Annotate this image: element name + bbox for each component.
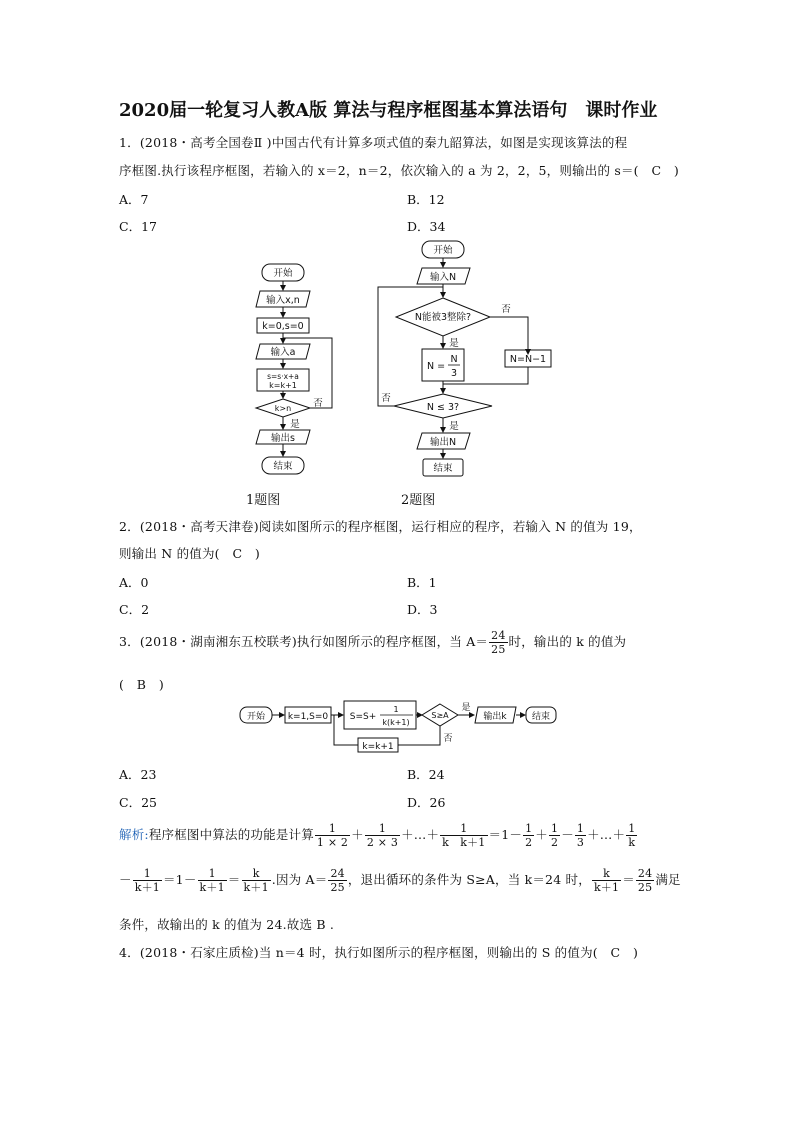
fc3-update-den: k(k+1) <box>382 718 410 727</box>
fc1-end-label: 结束 <box>273 461 293 472</box>
q1-line1: 1．(2018・高考全国卷Ⅱ )中国古代有计算多项式值的秦九韶算法，如图是实现该算法的程 <box>119 135 628 150</box>
fc1-input-a-label: 输入a <box>270 347 296 358</box>
q2-option-b: B．1 <box>407 575 437 590</box>
fc2-dec-label: N=N−1 <box>509 354 547 365</box>
solution-line3: 条件，故输出的 k 的值为 24.故选 B . <box>119 917 335 932</box>
fc2-no2-label: 否 <box>381 393 391 404</box>
fc3-no-label: 否 <box>443 734 453 744</box>
fc3-end-label: 结束 <box>531 712 551 722</box>
fc2-yes-label: 是 <box>449 338 459 349</box>
q3-prefix: 3．(2018・湖南湘东五校联考)执行如图所示的程序框图，当 A＝ <box>119 634 489 649</box>
flowchart-2 <box>372 236 552 484</box>
solution-line1: 解析:程序框图中算法的功能是计算 $\frac{1}{1 \times 2}$ ＋ $\frac{1}{2 \times 3}$ ＋…＋ $\frac{1}{\text{k k＋1}}$ ＝1－ $\frac{1}{2}$ ＋ $\frac{1}{2}$ － $\frac{1}{3}$ ＋…＋ $\frac{1}{k}$ <box>119 822 636 849</box>
q3-option-a: A．23 <box>119 767 157 782</box>
q2-line1: 2．(2018・高考天津卷)阅读如图所示的程序框图，运行相应的程序，若输入 N 的值为 19， <box>119 519 642 534</box>
fc2-yes2-label: 是 <box>449 421 459 432</box>
fc2-input-label: 输入N <box>429 272 457 283</box>
fc1-input-label: 输入x,n <box>266 295 300 306</box>
fc3-yes-label: 是 <box>461 703 471 713</box>
q1-line2: 序框图.执行该程序框图，若输入的 x＝2，n＝2，依次输入的 a 为 2，2，5，则输出的 s＝( C ) <box>119 163 679 178</box>
fc3-start-label: 开始 <box>246 712 266 722</box>
fc3-init-label: k=1,S=0 <box>287 712 329 722</box>
solution-line2: － $\frac{1}{k+1}$ ＝1－ $\frac{1}{k+1}$ ＝ $\frac{k}{k+1}$ .因为 A＝ $\frac{24}{25}$ ，退出循环的条件为 S≥A，当 k＝24 时， $\frac{k}{k+1}$ ＝ $\frac{24}{25}$ 满足 <box>119 867 681 894</box>
fc2-div-lhs: N = <box>426 361 446 372</box>
fc3-inc-label: k=k+1 <box>362 742 394 752</box>
q2-option-a: A．0 <box>119 575 149 590</box>
fc2-cond1-label: N能被3整除? <box>414 312 472 323</box>
q3-option-b: B．24 <box>407 767 445 782</box>
fc1-output-label: 输出s <box>271 433 295 444</box>
q3-suffix: 时，输出的 k 的值为 <box>508 634 627 649</box>
fc1-no-label: 否 <box>313 398 323 409</box>
q3-fraction: $\frac{24}{25}$ <box>491 629 506 656</box>
fc2-end-label: 结束 <box>433 463 453 474</box>
q2-option-d: D．3 <box>407 602 438 617</box>
page-title: 2020届一轮复习人教A版 算法与程序框图基本算法语句 课时作业 <box>119 100 658 121</box>
fc2-start-label: 开始 <box>433 245 453 256</box>
fc1-update2-label: k=k+1 <box>269 381 297 390</box>
solution-label: 解析: <box>119 827 149 842</box>
fc1-cond-label: k>n <box>274 404 292 413</box>
fig1-caption: 1题图 <box>246 493 281 508</box>
q1-option-b: B．12 <box>407 192 445 207</box>
fc1-init-label: k=0,s=0 <box>262 321 304 332</box>
q3-option-d: D．26 <box>407 795 446 810</box>
flowchart-3 <box>238 695 558 755</box>
fc1-start-label: 开始 <box>273 268 293 279</box>
fc2-output-label: 输出N <box>429 437 457 448</box>
q3-line1 <box>119 629 626 656</box>
fc2-cond2-label: N ≤ 3? <box>426 402 460 413</box>
q2-option-c: C．2 <box>119 602 150 617</box>
fc2-no-label: 否 <box>501 304 511 315</box>
fc3-update-lhs: S=S+ <box>349 712 377 722</box>
q2-line2: 则输出 N 的值为( C ) <box>119 546 261 561</box>
q4-line1: 4．(2018・石家庄质检)当 n＝4 时，执行如图所示的程序框图，则输出的 S 的值为( C ) <box>119 945 639 960</box>
fc3-update-num: 1 <box>393 705 399 714</box>
fig2-caption: 2题图 <box>401 493 436 508</box>
q1-option-a: A．7 <box>119 192 149 207</box>
fc3-output-label: 输出k <box>483 712 507 722</box>
fc1-update1-label: s=s·x+a <box>267 372 299 381</box>
fc1-yes-label: 是 <box>290 419 300 430</box>
q1-option-c: C．17 <box>119 219 157 234</box>
q1-option-d: D．34 <box>407 219 446 234</box>
fc2-div-den: 3 <box>450 368 458 379</box>
fc3-cond-label: S≥A <box>431 711 449 720</box>
flowchart-1 <box>240 258 355 483</box>
q3-option-c: C．25 <box>119 795 157 810</box>
q3-answer: ( B ) <box>119 677 164 692</box>
fc2-div-num: N <box>450 354 458 365</box>
